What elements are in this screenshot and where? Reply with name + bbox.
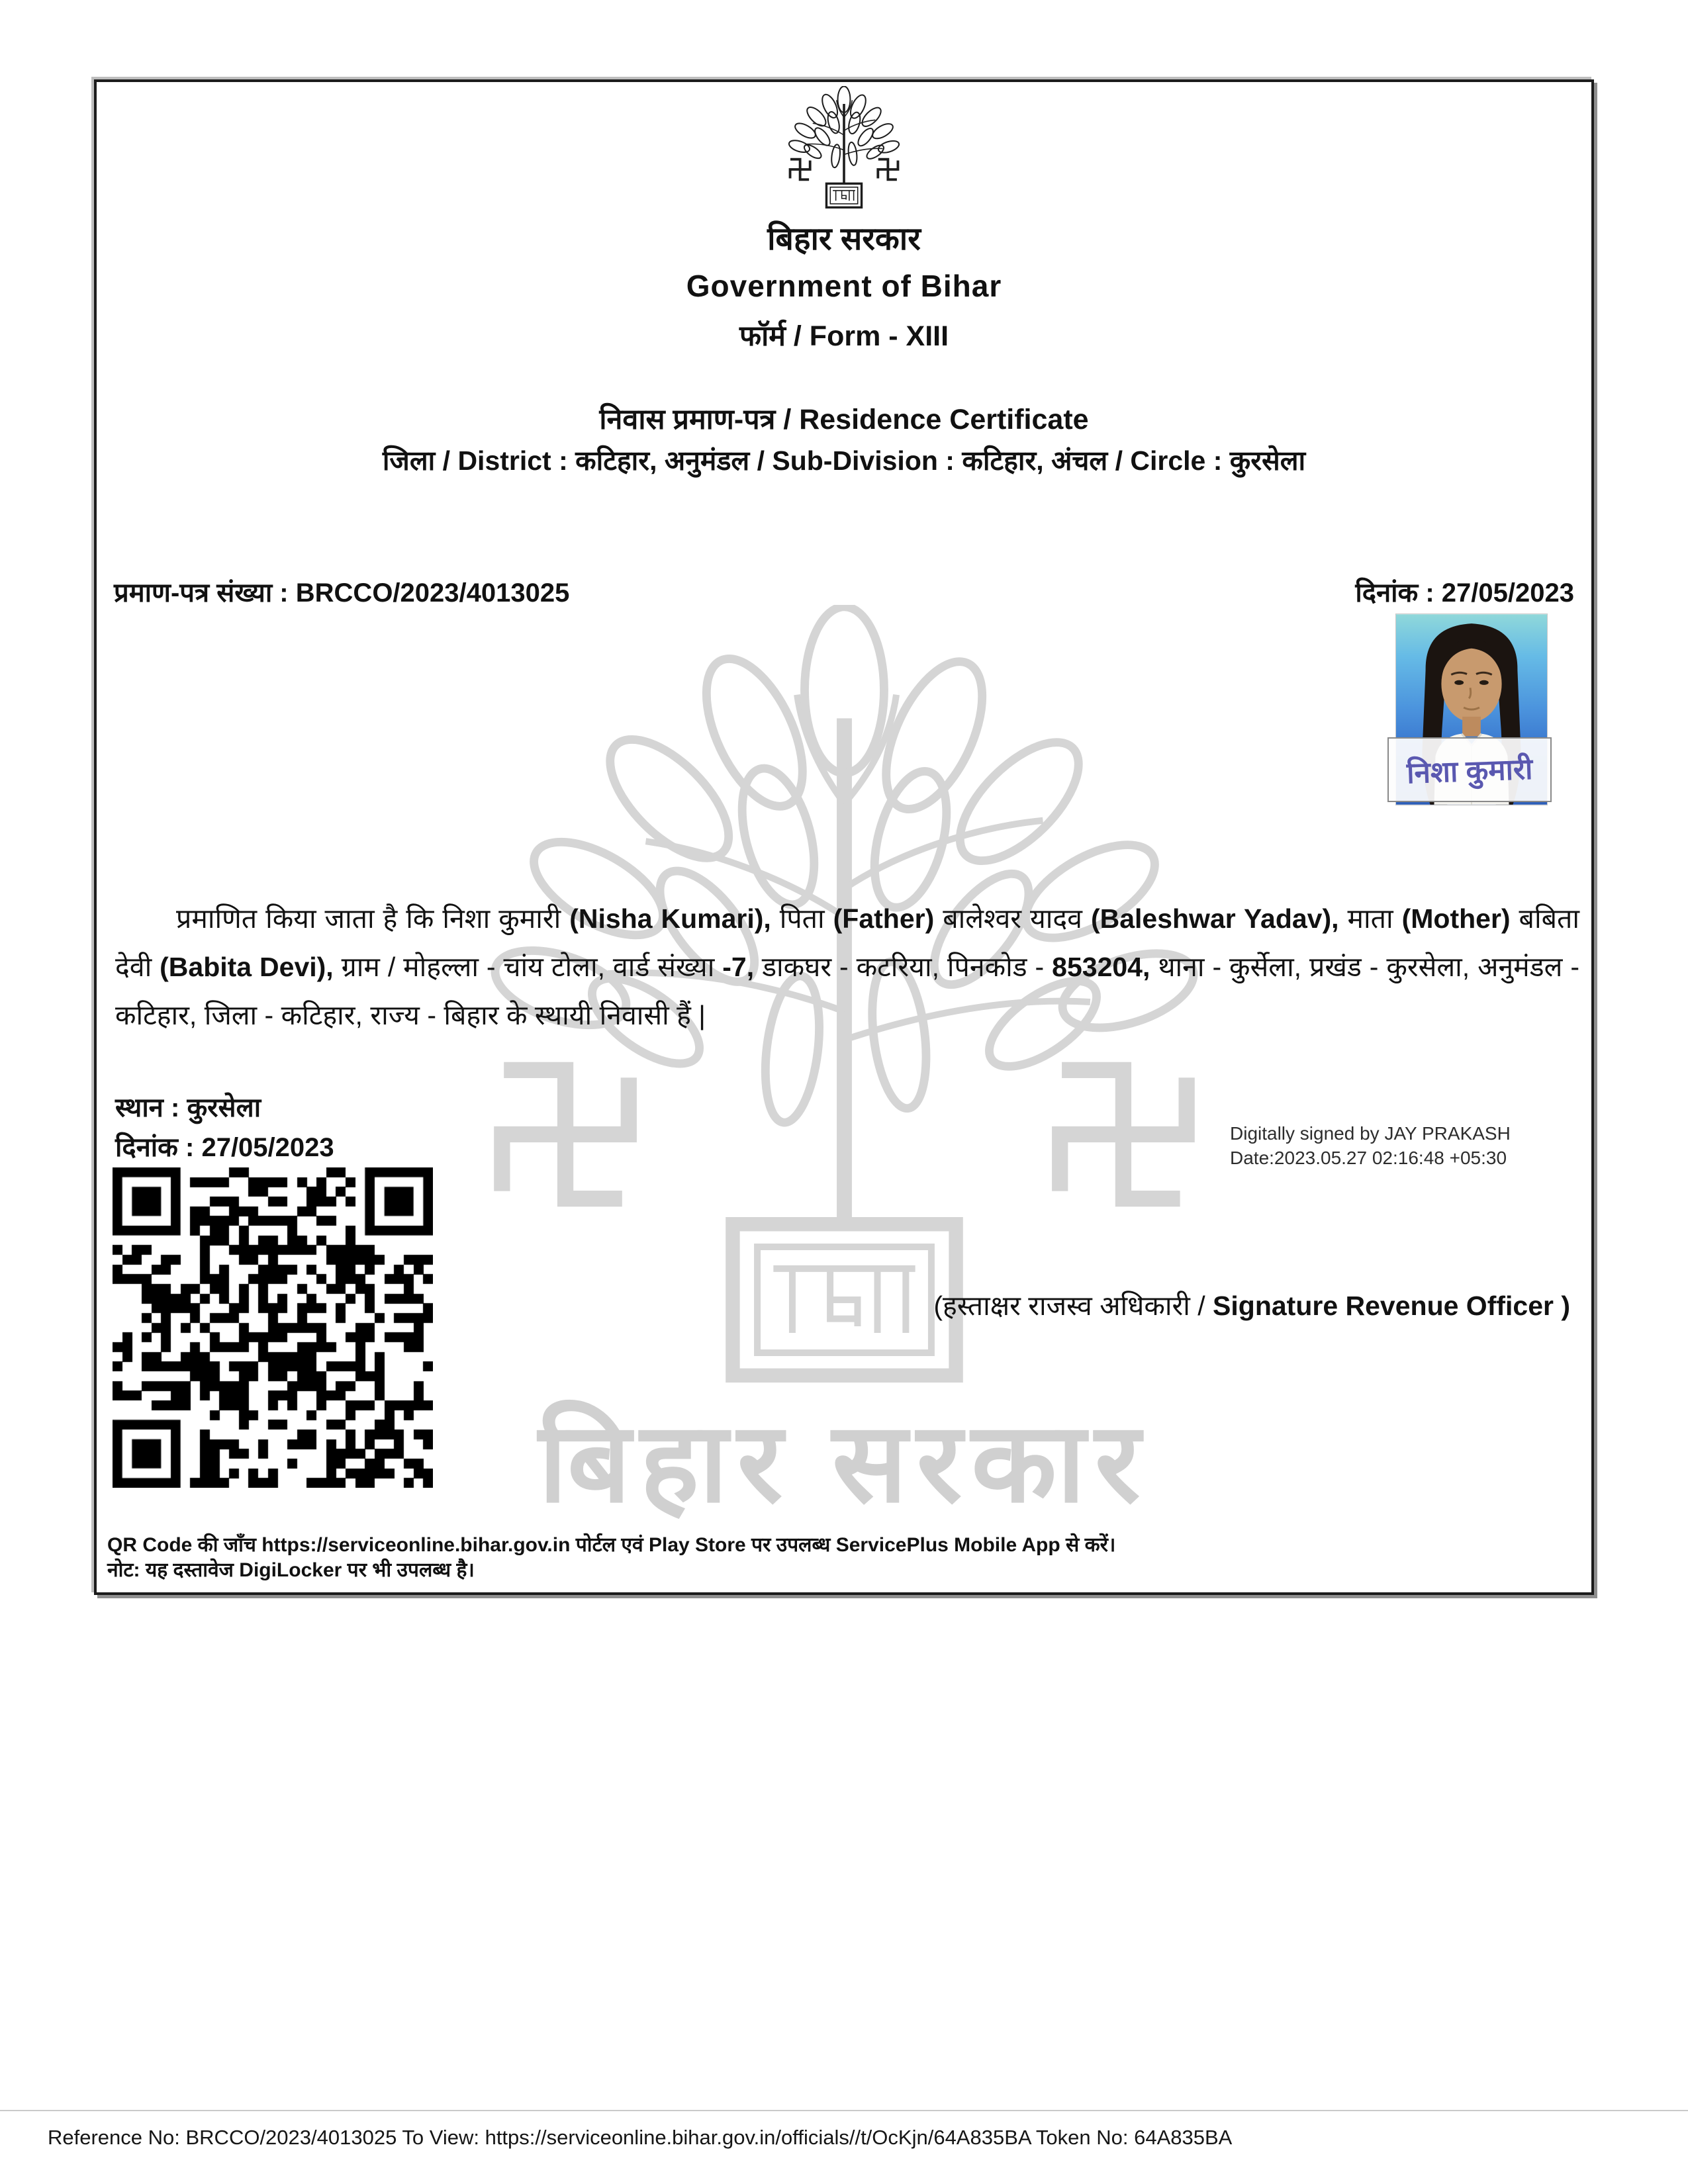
issue-date-line	[115, 1128, 334, 1164]
issue-place-label: स्थान :	[115, 1093, 180, 1122]
certificate-body-paragraph: प्रमाणित किया जाता है कि निशा कुमारी (Nisha Kumari), पिता (Father) बालेश्वर यादव (Baleshwar Yadav), माता (Mother) बबिता देवी (Babita Devi), ग्राम / मोहल्ला - चांय टोला, वार्ड संख्या -7, डाकघर - कटरिया, पिनकोड - 853204, थाना - कुर्सेला, प्रखंड - कुरसेला, अनुमंडल - कटिहार, जिला - कटिहार, राज्य - बिहार के स्थायी निवासी हैं |	[115, 903, 1580, 1030]
certificate-number-label: प्रमाण-पत्र संख्या :	[114, 578, 289, 608]
digital-signature-line1: Digitally signed by JAY PRAKASH	[1230, 1123, 1511, 1144]
footer-divider	[0, 2110, 1688, 2111]
applicant-signature-text: निशा कुमारी	[1406, 752, 1534, 790]
bihar-emblem-logo-icon	[784, 86, 904, 211]
certificate-title: निवास प्रमाण-पत्र / Residence Certificate	[599, 404, 1089, 435]
footer-reference-line: Reference No: BRCCO/2023/4013025 To View: https://serviceonline.bihar.gov.in/officials//t/OcKjn/64A835BA Token No: 64A835BA	[48, 2126, 1233, 2149]
certificate-number	[114, 573, 569, 610]
certificate-number-value: BRCCO/2023/4013025	[295, 578, 570, 608]
digital-signature-line2: Date:2023.05.27 02:16:48 +05:30	[1230, 1148, 1507, 1168]
watermark-text: बिहार सरकार	[538, 1400, 1150, 1525]
certificate-date-value: 27/05/2023	[1441, 578, 1574, 608]
issue-place-line	[115, 1088, 261, 1124]
digital-signature-block	[1230, 1121, 1511, 1170]
issue-date-label: दिनांक :	[115, 1133, 195, 1162]
qr-code	[113, 1167, 433, 1488]
applicant-signature	[1387, 737, 1552, 802]
qr-verification-note	[107, 1533, 1115, 1583]
government-title-hindi: बिहार सरकार	[767, 222, 921, 257]
government-title-english: Government of Bihar	[686, 269, 1002, 303]
certificate-date-label: दिनांक :	[1355, 578, 1434, 608]
qr-note-line1: QR Code की जाँच https://serviceonline.bihar.gov.in पोर्टल एवं Play Store पर उपलब्ध ServicePlus Mobile App से करें।	[107, 1534, 1116, 1556]
meta-row	[97, 573, 1591, 610]
revenue-officer-signature-line: (हस्ताक्षर राजस्व अधिकारी / Signature Revenue Officer )	[933, 1291, 1570, 1321]
certificate-sheet	[94, 79, 1594, 1595]
form-number-line: फॉर्म / Form - XIII	[739, 320, 949, 352]
certificate-date	[1355, 573, 1574, 610]
issue-date-value: 27/05/2023	[201, 1133, 334, 1162]
issue-place-value: कुरसेला	[187, 1093, 261, 1122]
qr-note-line2: नोट: यह दस्तावेज DigiLocker पर भी उपलब्ध है।	[107, 1559, 475, 1581]
district-subdivision-circle-line: जिला / District : कटिहार, अनुमंडल / Sub-Division : कटिहार, अंचल / Circle : कुरसेला	[382, 445, 1306, 476]
